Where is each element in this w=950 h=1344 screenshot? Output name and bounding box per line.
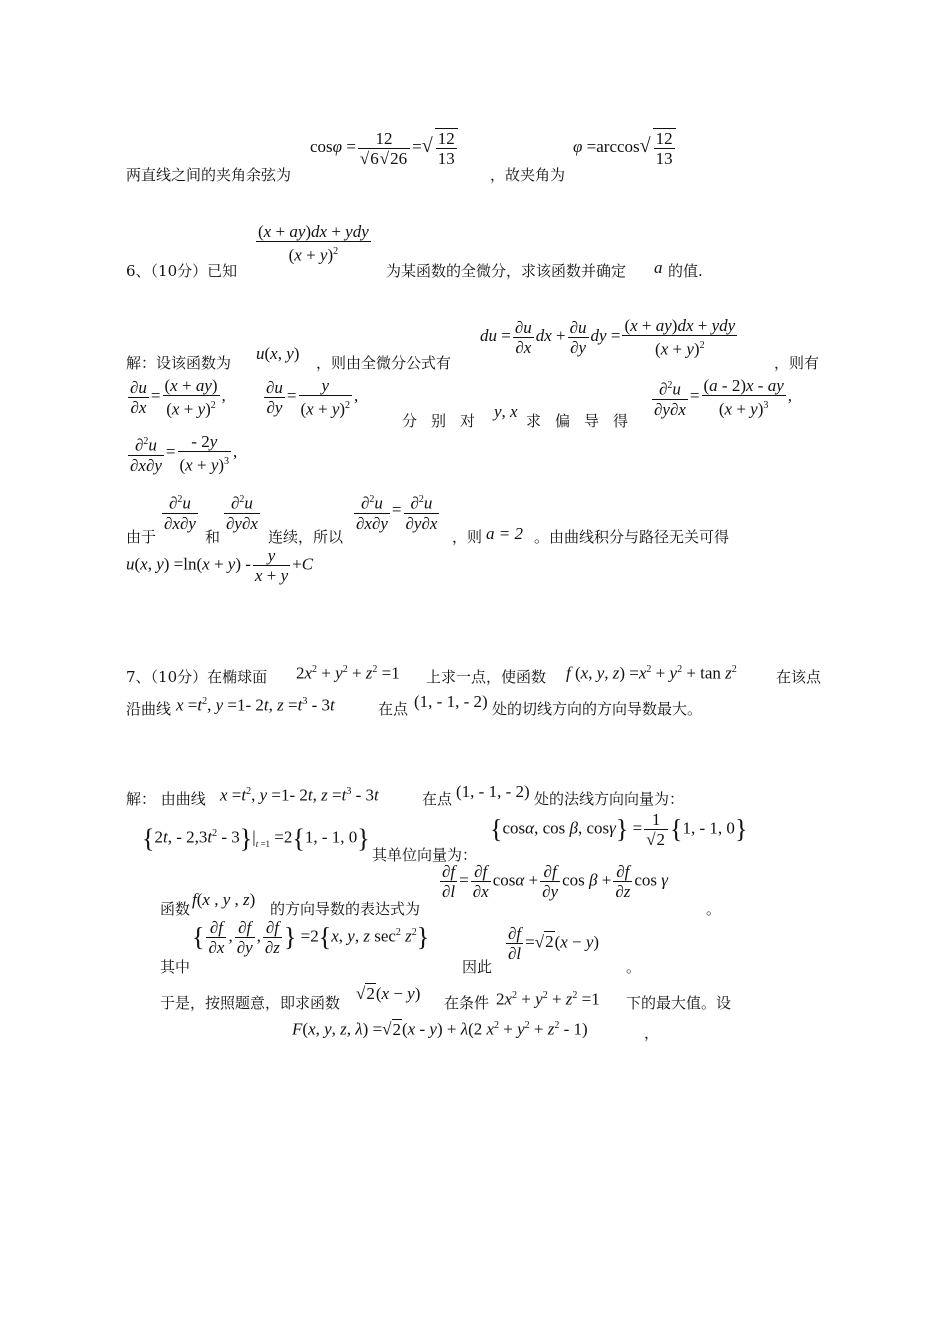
p7-gradient: { $\frac{\partial f}{\partial x}$ , $\frac{\partial f}{\partial y}$ , $\frac{\partial f}{\partial z}$ } =2{x, y, z $\sec^2 z^2$} — [192, 918, 430, 957]
p6-yx-vars: y, x — [494, 402, 518, 421]
p6-ze: ，则 — [452, 528, 483, 546]
p6-end: 。由曲线积分与路径无关可得 — [534, 528, 730, 546]
p7-line2a: 沿曲线 — [126, 700, 172, 718]
p6-diff-text2: 求偏导得 — [526, 412, 643, 430]
p5-cos-formula: cosφ = $\frac{12}{√6√26}$ =√ $\frac{12}{13}$ — [310, 128, 460, 168]
p6-u-xy: u(x, y) — [256, 344, 300, 363]
p6-tail-text: 为某函数的全微分，求该函数并确定 — [386, 262, 627, 280]
p6-mixed-partial-2: $\frac{\partial^2u}{\partial y\partial x}$ — [222, 490, 262, 533]
p7-head2: 上求一点，使函数 — [426, 668, 547, 686]
p7-df-dl-result: $\frac{\partial f}{\partial l}$ =√2(x − y) — [508, 924, 600, 963]
p6-answer: u(x, y) =ln(x + y) - $\frac{y}{x + y}$ +C — [126, 546, 314, 585]
p7-ellipsoid: $2x^2 + y^2 + z^2 =1$ — [296, 663, 400, 683]
p6-a-symbol: a — [654, 258, 663, 277]
p6-sol-mid: ，则由全微分公式有 — [316, 354, 452, 372]
p6-sol-tail: ，则有 — [774, 354, 820, 372]
p7-head3: 在该点 — [776, 668, 822, 686]
p7-yushi: 于是，按照题意，即求函数 — [160, 994, 341, 1012]
p7-line2c: 处的切线方向的方向导数最大。 — [492, 700, 703, 718]
p7-dir-lead: 函数 — [160, 900, 191, 918]
p6-d2u-dydx: $\frac{\partial^2u}{\partial y\partial x}$ = $\frac{(a - 2)x - ay}{(x + y)^3}$ , — [654, 376, 793, 419]
p7-sol-b: 在点 — [422, 790, 453, 808]
p6-d2u-dxdy: $\frac{\partial^2u}{\partial x\partial y}$ = $\frac{- 2y}{(x + y)^3}$ , — [130, 432, 238, 475]
p7-sol-a: 解： 由曲线 — [126, 790, 206, 808]
p7-curve: $x =t^2$, y =1- 2t, $z =t^3 - 3t$ — [176, 695, 335, 715]
p7-curve-2: $x =t^2$, y =1- 2t, $z =t^3 - 3t$ — [220, 785, 379, 805]
p6-total-differential: du = $\frac{\partial u}{\partial x}$ dx + $\frac{\partial u}{\partial y}$ dy = $\frac{\text{(x + ay)dx + ydy}}{(x + y)^2}$ — [480, 316, 736, 359]
p7-yinci: 因此 — [462, 958, 493, 976]
p7-dot-2: 。 — [626, 958, 642, 976]
p7-constraint: $2x^2 + y^2 + z^2 =1$ — [496, 989, 600, 1009]
p7-objective: √2(x − y) — [356, 984, 421, 1003]
p6-yf-lead: 由于 — [126, 528, 157, 546]
p7-function: f (x, y, $z) =x^2 + y^2 + \tan z^2$ — [566, 663, 737, 683]
p7-unit: 其单位向量为： — [372, 846, 478, 864]
p6-a-value: a = 2 — [486, 524, 523, 543]
p7-directional-derivative: $\frac{\partial f}{\partial l}$ = $\frac{\partial f}{\partial x}$ cosα + $\frac{\partial f}{\partial y}$ cos β + $\frac{\partial f}{\partial z}$ cos γ — [442, 862, 668, 901]
p6-tail2-text: 的值. — [668, 262, 703, 280]
p7-point: (1, - 1, - 2) — [414, 692, 488, 711]
p6-sol-lead: 解：设该函数为 — [126, 354, 232, 372]
p7-comma: ， — [644, 1024, 660, 1042]
p6-mixed-equal: $\frac{\partial^2u}{\partial x\partial y}$ = $\frac{\partial^2u}{\partial y\partial x}$ — [352, 490, 441, 533]
p7-line2b: 在点 — [378, 700, 409, 718]
p6-du-dy: $\frac{\partial u}{\partial y}$ = $\frac{y}{(x + y)^2}$ , — [266, 376, 359, 419]
p7-point-2: (1, - 1, - 2) — [456, 782, 530, 801]
p5-arccos-formula: φ =arccos√ $\frac{12}{13}$ — [573, 128, 678, 168]
p7-lagrangian: F(x, y, z, λ) =√2(x - y) + λ(2 $x^2 + y^2 + z^2 - 1$) — [292, 1019, 588, 1039]
p6-he: 和 — [205, 528, 221, 546]
p6-du-dx: $\frac{\partial u}{\partial x}$ = $\frac{(x + ay)}{(x + y)^2}$ , — [130, 376, 226, 419]
p5-mid-text: ，故夹角为 — [490, 166, 566, 184]
p7-cond: 在条件 — [444, 994, 490, 1012]
p7-qizhong: 其中 — [160, 958, 191, 976]
p7-unit-vector: {cosα, cos β, cosγ} = $\frac{1}{√2}$ {1, - 1, 0} — [490, 810, 748, 849]
p7-sol-c: 处的法线方向向量为： — [534, 790, 685, 808]
p7-dot-1: 。 — [706, 900, 722, 918]
p6-mixed-partial-1: $\frac{\partial^2u}{\partial x\partial y}$ — [160, 490, 200, 533]
p6-lianxu: 连续，所以 — [268, 528, 344, 546]
p6-head-text: 6、（10分）已知 — [126, 262, 238, 280]
p7-cond2: 下的最大值。设 — [626, 994, 732, 1012]
p7-dir-mid: 的方向导数的表达式为 — [270, 900, 421, 918]
p6-differential-form: $\frac{\text{(x + ay)dx + ydy}}{(x + y)^2}$ — [258, 222, 369, 265]
p5-lead-text: 两直线之间的夹角余弦为 — [126, 166, 292, 184]
p6-diff-text: 分别对 — [402, 412, 490, 430]
p7-normal-vector: {2t, - $2,3t^2 - 3\}|_{t =1} =2\{1$, - 1, 0} — [142, 823, 370, 853]
p7-f-xyz: f(x , y , z) — [192, 890, 256, 909]
p7-head: 7、（10分）在椭球面 — [126, 668, 268, 686]
